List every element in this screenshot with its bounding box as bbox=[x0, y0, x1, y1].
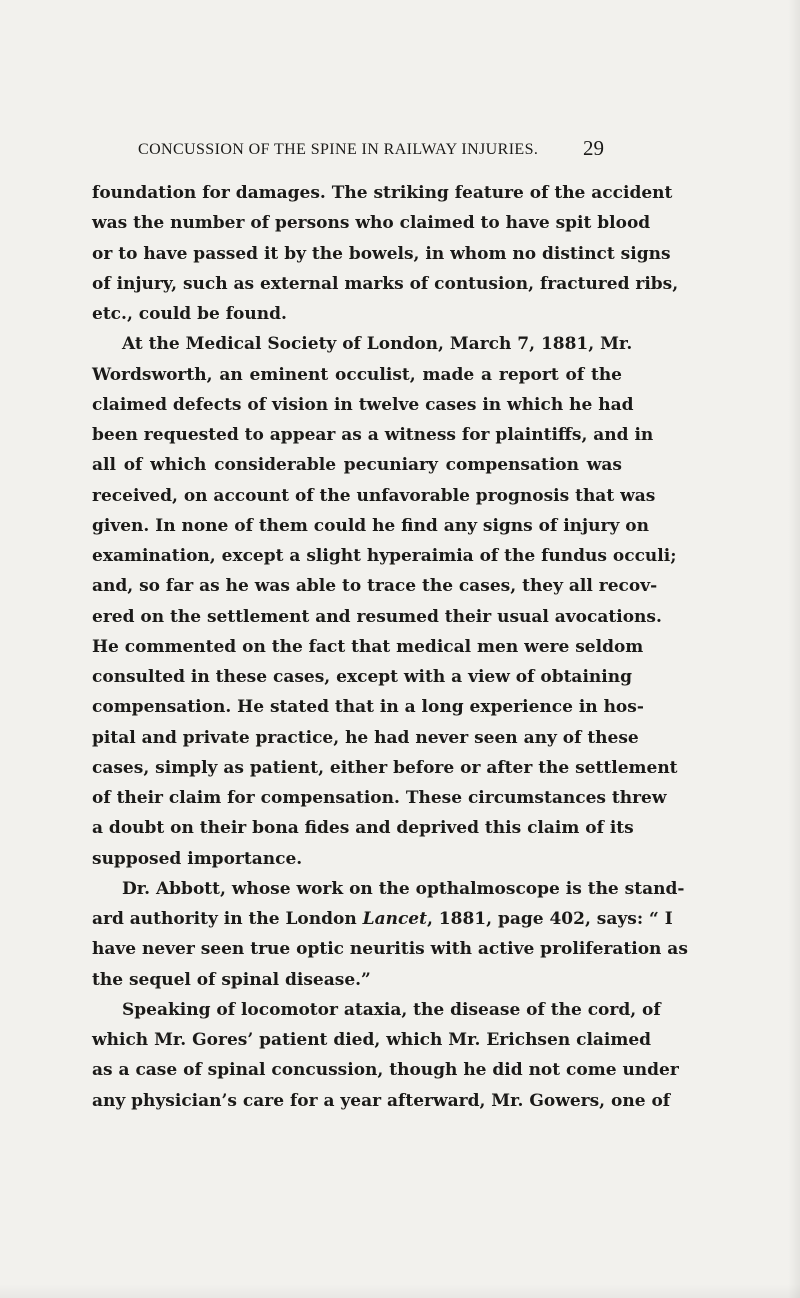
text-line: compensation. He stated that in a long experience in hos- bbox=[92, 697, 644, 718]
text-line: cases, simply as patient, either before or after the settlement bbox=[92, 757, 678, 778]
text-line: or to have passed it by the bowels, in whom no distinct signs bbox=[92, 243, 671, 264]
scan-bottom-shading bbox=[0, 1284, 800, 1298]
text-line: a doubt on their bona fides and deprived this claim of its bbox=[92, 818, 634, 839]
text-line: pital and private practice, he had never seen any of these bbox=[92, 727, 639, 748]
journal-title: Lancet bbox=[362, 909, 427, 929]
text-line: of their claim for compensation. These circumstances threw bbox=[92, 788, 667, 808]
running-head: CONCUSSION OF THE SPINE IN RAILWAY INJURIES. bbox=[138, 141, 539, 158]
text-line: which Mr. Gores’ patient died, which Mr. Erichsen claimed bbox=[92, 1030, 652, 1050]
text-line: as a case of spinal concussion, though he did not come under bbox=[92, 1060, 679, 1081]
text-segment: , 1881, page 402, says: “ I bbox=[426, 909, 673, 929]
text-segment: ard authority in the London bbox=[92, 909, 363, 929]
text-line: all of which considerable pecuniary compensation was bbox=[92, 455, 622, 476]
text-line: etc., could be found. bbox=[92, 304, 287, 324]
text-line: supposed importance. bbox=[92, 848, 303, 869]
text-line: been requested to appear as a witness for plaintiffs, and in bbox=[92, 425, 654, 445]
text-line: Speaking of locomotor ataxia, the disease of the cord, of bbox=[122, 999, 661, 1020]
text-line: He commented on the fact that medical men were seldom bbox=[92, 636, 644, 657]
text-line: was the number of persons who claimed to have spit blood bbox=[92, 213, 651, 234]
text-line: Dr. Abbott, whose work on the opthalmoscope is the stand- bbox=[122, 878, 685, 899]
text-line: given. In none of them could he find any signs of injury on bbox=[92, 515, 649, 536]
body-text bbox=[92, 178, 688, 1116]
text-line: received, on account of the unfavorable prognosis that was bbox=[92, 485, 656, 506]
page-number: 29 bbox=[583, 136, 604, 160]
text-line: claimed defects of vision in twelve cases in which he had bbox=[92, 394, 634, 415]
text-line: and, so far as he was able to trace the cases, they all recov- bbox=[92, 576, 658, 597]
text-line: examination, except a slight hyperaimia of the fundus occuli; bbox=[92, 546, 677, 566]
text-line: have never seen true optic neuritis with active proliferation as bbox=[92, 939, 688, 960]
text-line: ered on the settlement and resumed their usual avocations. bbox=[92, 606, 662, 627]
text-line: of injury, such as external marks of contusion, fractured ribs, bbox=[92, 273, 679, 294]
text-line: any physician’s care for a year afterward, Mr. Gowers, one of bbox=[92, 1090, 671, 1111]
text-line: At the Medical Society of London, March 7, 1881, Mr. bbox=[122, 334, 633, 355]
text-line: consulted in these cases, except with a view of obtaining bbox=[92, 667, 632, 687]
text-line bbox=[92, 904, 673, 934]
text-line: Wordsworth, an eminent occulist, made a report of the bbox=[92, 364, 622, 385]
scan-edge-shading bbox=[788, 0, 800, 1298]
text-line: the sequel of spinal disease.” bbox=[92, 969, 371, 990]
text-line: foundation for damages. The striking feature of the accident bbox=[92, 183, 673, 203]
